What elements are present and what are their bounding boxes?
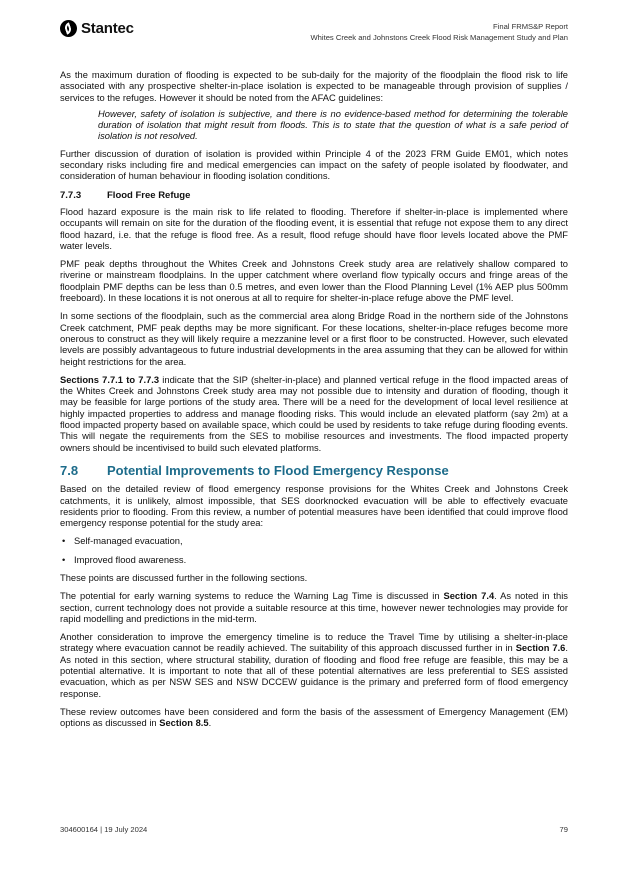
document-number-date: 304600164 | 19 July 2024 <box>60 825 148 834</box>
paragraph: Sections 7.7.1 to 7.7.3 indicate that the SIP (shelter-in-place) and planned vertical refuge in the flood impacted areas of the Whites Creek and Johnstons Creek study area may not possible due to intensity and duration of flooding, though it may be feasible for large portions of the study area. There will be a need for the development of local level resilience at highly impacted properties to address and manage flooding risks. This would include an elevated platform (say 2m) at a flood impacted property based on available space, which could be used by residents to take refuge during flooding events. This will negate the requirements from the SES to mobilise resources and investments. The flood impacted property owners should be incentivised to build such elevated platforms. <box>60 374 568 453</box>
report-title: Whites Creek and Johnstons Creek Flood Risk Management Study and Plan <box>310 32 568 42</box>
bullet-list <box>60 536 568 566</box>
page-footer <box>60 825 568 834</box>
section-heading-7-7-3: 7.7.3 Flood Free Refuge <box>60 189 191 201</box>
page-header <box>60 18 568 50</box>
list-item: • Self-managed evacuation, <box>60 536 568 547</box>
header-title <box>311 22 568 43</box>
paragraph: As the maximum duration of flooding is expected to be sub-daily for the majority of the floodplain the flood risk to life associated with any prospective shelter-in-place isolation is expected to be manageable through provision of supplies / services to the refuges. However it should be noted from the AFAC guidelines: <box>60 70 568 103</box>
page-number: 79 <box>559 825 568 834</box>
logo-text: Stantec <box>81 20 134 37</box>
paragraph: Based on the detailed review of flood emergency response provisions for the Whites Creek and Johnstons Creek catchments, it is unlikely, almost impossible, that SES doorknocked evacuation will be able to effectively evacuate residents prior to flooding. From this review, a number of potential measures have been identified that could improve flood emergency response potential for the study area: <box>60 484 568 529</box>
paragraph: In some sections of the floodplain, such as the commercial area along Bridge Road in the northern side of the Johnstons Creek catchment, PMF peak depths may be more significant. For these locations, shelter-in-place refuges become more onerous to construct as they will likely require a mezzanine level or a first floor to be constructed. However, such elevated levels are possibly advantageous to future industrial developments in the area assuming that they can be allowed for within height restrictions for the area. <box>60 311 568 367</box>
section-heading-7-8: 7.8 Potential Improvements to Flood Emergency Response <box>60 462 449 478</box>
paragraph: These review outcomes have been considered and form the basis of the assessment of Emergency Management (EM) options as discussed in Section 8.5. <box>60 706 568 729</box>
paragraph: Further discussion of duration of isolation is provided within Principle 4 of the 2023 FRM Guide EM01, which notes secondary risks including fire and medical emergencies can impact on the safety of people isolated by floodwater, and consideration of human behaviour in flooding isolation conditions. <box>60 148 568 182</box>
paragraph: These points are discussed further in the following sections. <box>60 572 308 583</box>
paragraph: Flood hazard exposure is the main risk to life related to flooding. Therefore if shelter-in-place is implemented where occupants will remain on site for the duration of the flooding event, it is essential that refuge not expose them to any direct flood hazard, i.e. that the refuge is flood free. As a result, flood refuge should have floor levels located above the PMF water levels. <box>60 206 568 251</box>
page-body <box>60 70 568 737</box>
stantec-logo <box>60 20 134 37</box>
paragraph: Another consideration to improve the emergency timeline is to reduce the Travel Time by utilising a shelter-in-place strategy where evacuation cannot be readily achieved. The suitability of this approach discussed further in in Section 7.6. As noted in this section, where structural stability, duration of flooding and flood free refuge are feasible, this may be a potential alternative. It is important to note that all of these potential alternatives are less preferential to SES assisted evacuation, which as per NSW SES and NSW DCCEW guidance is the primary and preferred form of flood emergency response. <box>60 632 568 699</box>
paragraph: The potential for early warning systems to reduce the Warning Lag Time is discussed in Section 7.4. As noted in this section, current technology does not provide a suitable resource at this time, however newer technologies may provide for rapid modelling and predictions in the mid-term. <box>60 591 568 624</box>
stantec-logo-icon <box>60 20 77 37</box>
list-item: • Improved flood awareness. <box>60 555 568 566</box>
afac-quote: However, safety of isolation is subjective, and there is no evidence-based method for determining the tolerable duration of isolation that might result from floods. This is to state that the question of what is a safe period of isolation is not resolved. <box>98 108 568 142</box>
report-type: Final FRMS&P Report <box>493 22 568 31</box>
paragraph: PMF peak depths throughout the Whites Creek and Johnstons Creek study area are relatively shallow compared to riverine or mainstream floodplains. In the upper catchment where overland flow typically occurs and fringe areas of the floodplain PMF depths can be less than 0.5 metres, and even lower than the Flood Planning Level (1% AEP plus 500mm freeboard). In these locations it is not onerous at all to require for shelter-in-place refuge above the PMF level. <box>60 259 568 304</box>
